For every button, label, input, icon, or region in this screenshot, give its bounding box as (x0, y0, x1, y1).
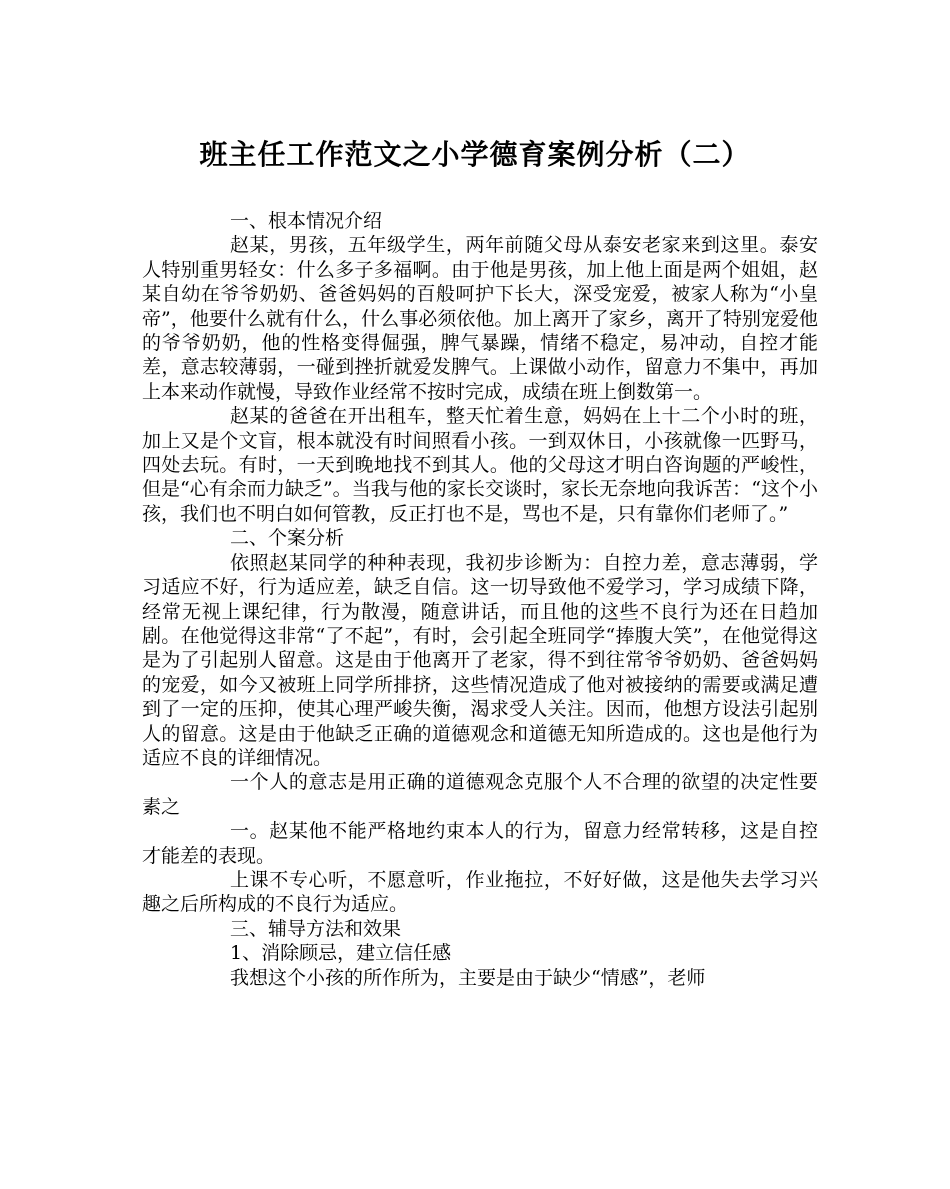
document-body (142, 209, 818, 990)
section-heading: 二、个案分析 (230, 527, 345, 550)
paragraph: 上课不专心听，不愿意听，作业拖拉，不好好做，这是他失去学习兴趣之后所构成的不良行为适应。 (142, 868, 818, 916)
paragraph: 一。赵某他不能严格地约束本人的行为，留意力经常转移，这是自控才能差的表现。 (142, 820, 818, 867)
page-title: 班主任工作范文之小学德育案例分析（二） (199, 138, 751, 171)
paragraph: 赵某，男孩，五年级学生，两年前随父母从泰安老家来到这里。泰安人特别重男轻女：什么多子多福啊。由于他是男孩，加上他上面是两个姐姐，赵某自幼在爷爷奶奶、爸爸妈妈的百般呵护下长大，深受宠爱，被家人称为“小皇帝”，他要什么就有什么，什么事必须依他。加上离开了家乡，离开了特别宠爱他的爷爷奶奶，他的性格变得倔强，脾气暴躁，情绪不稳定，易冲动，自控才能差，意志较薄弱，一碰到挫折就爱发脾气。上课做小动作，留意力不集中，再加上本来动作就慢，导致作业经常不按时完成，成绩在班上倒数第一。 (142, 234, 818, 403)
paragraph: 我想这个小孩的所作所为，主要是由于缺少“情感”，老师 (230, 966, 706, 989)
section-heading: 一、根本情况介绍 (230, 210, 383, 232)
paragraph: 赵某的爸爸在开出租车，整天忙着生意，妈妈在上十二个小时的班，加上又是个文盲，根本就没有时间照看小孩。一到双休日，小孩就像一匹野马，四处去玩。有时，一天到晚地找不到其人。他的父母这才明白咨询题的严峻性，但是“心有余而力缺乏”。当我与他的家长交谈时，家长无奈地向我诉苦：“这个小孩，我们也不明白如何管教，反正打也不是，骂也不是，只有靠你们老师了。” (142, 405, 818, 525)
paragraph: 一个人的意志是用正确的道德观念克服个人不合理的欲望的决定性要素之 (142, 771, 818, 818)
section-heading: 三、辅导方法和效果 (230, 917, 402, 940)
subsection-heading: 1、消除顾忌，建立信任感 (230, 942, 452, 965)
paragraph: 依照赵某同学的种种表现，我初步诊断为：自控力差，意志薄弱，学习适应不好，行为适应差，缺乏自信。这一切导致他不爱学习，学习成绩下降，经常无视上课纪律，行为散漫，随意讲话，而且他的这些不良行为还在日趋加剧。在他觉得这非常“了不起”，有时，会引起全班同学“捧腹大笑”，在他觉得这是为了引起别人留意。这是由于他离开了老家，得不到往常爷爷奶奶、爸爸妈妈的宠爱，如今又被班上同学所排挤，这些情况造成了他对被接纳的需要或满足遭到了一定的压抑，使其心理严峻失衡，渴求受人关注。因而，他想方设法引起别人的留意。这是由于他缺乏正确的道德观念和道德无知所造成的。这也是他行为适应不良的详细情况。 (142, 551, 818, 769)
